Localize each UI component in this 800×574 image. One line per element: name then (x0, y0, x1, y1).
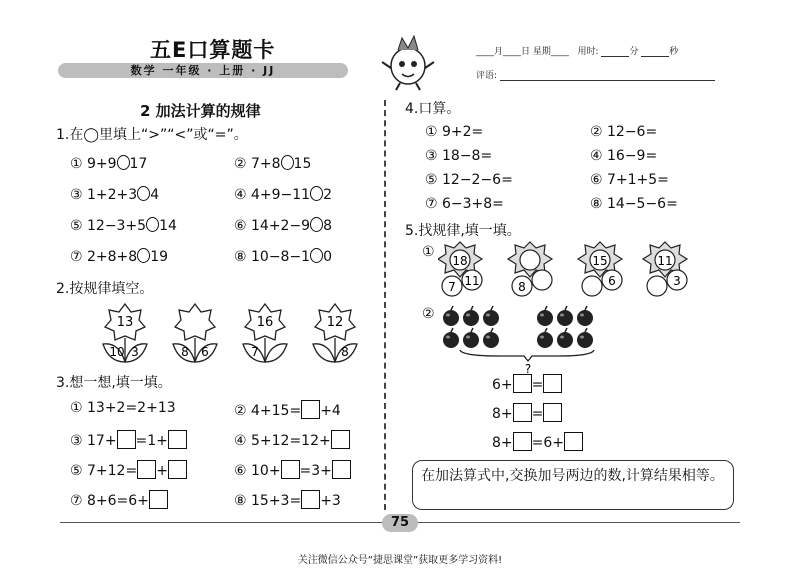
time-label: 用时: (577, 47, 599, 57)
q5-flower-row (438, 240, 708, 300)
q1-item-4: ④ 4+9−11 2 (234, 187, 333, 203)
q4-item-1: ① 9+2= (425, 124, 484, 140)
brand-title: 五E口算题卡 (150, 38, 276, 62)
q3-item-6: ⑥ 10+ =3+ (234, 460, 351, 479)
q3-item-8: ⑧ 15+3= +3 (234, 490, 341, 509)
seconds-field[interactable] (641, 47, 669, 57)
q5-eq-3: 8+ =6+ (492, 432, 583, 451)
q1-item-2: ② 7+8 15 (234, 156, 312, 172)
flower-4-top: 12 (326, 315, 344, 330)
q5-flower-1-b: 11 (464, 274, 480, 288)
answer-box[interactable] (332, 460, 351, 479)
section-title: 2 加法计算的规律 (140, 102, 261, 120)
brace-icon (460, 350, 594, 361)
q1-item-7: ⑦ 2+8+8 19 (70, 249, 169, 265)
minute-unit: 分 (629, 47, 639, 57)
answer-box[interactable] (149, 490, 168, 509)
flower-3 (243, 304, 287, 362)
q1-item-5: ⑤ 12−3+5 14 (70, 218, 177, 234)
q1-label: 1.在◯里填上“>”“<”或“=”。 (56, 127, 248, 143)
q5-flower-2 (508, 242, 552, 296)
subject-bar: 数学 一年级 · 上册 · JJ (58, 63, 348, 78)
q4-item-6: ⑥ 7+1+5= (590, 172, 669, 188)
answer-box[interactable] (137, 460, 156, 479)
flower-3-left: 7 (251, 345, 259, 359)
q5-flower-2-a: 8 (518, 280, 526, 294)
flower-2 (173, 304, 217, 362)
answer-box[interactable] (513, 432, 532, 451)
compare-circle[interactable] (310, 217, 323, 232)
q4-item-2: ② 12−6= (590, 124, 658, 140)
q3-label: 3.想一想,填一填。 (56, 375, 172, 391)
q5-flower-1-a: 7 (448, 280, 456, 294)
q5-flower-3 (578, 242, 622, 296)
compare-circle[interactable] (310, 186, 323, 201)
rule-note: 在加法算式中,交换加号两边的数,计算结果相等。 (412, 460, 734, 510)
answer-box[interactable] (168, 430, 187, 449)
q2-flowers (95, 300, 375, 364)
flower-2-right: 6 (201, 345, 209, 359)
flower-3-top: 16 (256, 315, 274, 330)
q3-item-5: ⑤ 7+12= + (70, 460, 187, 479)
comment-field[interactable] (500, 71, 715, 81)
apple-group (440, 304, 610, 374)
compare-circle[interactable] (146, 217, 159, 232)
compare-circle[interactable] (310, 248, 323, 263)
q1-item-3: ③ 1+2+3 4 (70, 187, 160, 203)
footer-text: 关注微信公众号“捷思课堂”获取更多学习资料! (297, 555, 503, 566)
q3-item-7: ⑦ 8+6=6+ (70, 490, 168, 509)
date-field[interactable]: ____月____日 星期____ (476, 47, 569, 57)
q5-eq-1: 6+ = (492, 374, 562, 393)
q5-flower-4 (643, 242, 687, 296)
q5-part2-mark: ② (422, 306, 435, 322)
question-mark: ? (524, 362, 532, 374)
minutes-field[interactable] (601, 47, 629, 57)
q3-item-2: ② 4+15= +4 (234, 400, 341, 419)
q5-flower-3-b: 6 (608, 274, 616, 288)
q4-item-7: ⑦ 6−3+8= (425, 196, 504, 212)
q5-eq-2: 8+ = (492, 403, 562, 422)
q5-flower-1-top: 18 (452, 254, 468, 268)
compare-circle[interactable] (117, 155, 130, 170)
answer-box[interactable] (543, 403, 562, 422)
answer-box[interactable] (168, 460, 187, 479)
answer-box[interactable] (513, 403, 532, 422)
comment-line (476, 68, 715, 81)
compare-circle[interactable] (281, 155, 294, 170)
q4-item-5: ⑤ 12−2−6= (425, 172, 513, 188)
flower-1-right: 3 (131, 345, 139, 359)
q5-flower-4-b: 3 (673, 274, 681, 288)
flower-2-left: 8 (181, 345, 189, 359)
q1-item-8: ⑧ 10−8−1 0 (234, 249, 333, 265)
q5-flower-4-top: 11 (657, 254, 673, 268)
column-divider (384, 100, 386, 510)
q1-item-6: ⑥ 14+2−9 8 (234, 218, 333, 234)
answer-box[interactable] (513, 374, 532, 393)
q5-flower-1 (438, 242, 482, 296)
flower-1 (103, 304, 147, 362)
flower-1-left: 10 (109, 345, 125, 359)
answer-box[interactable] (301, 400, 320, 419)
answer-box[interactable] (564, 432, 583, 451)
flower-4 (313, 304, 357, 362)
compare-circle[interactable] (137, 248, 150, 263)
q3-item-3: ③ 17+ =1+ (70, 430, 187, 449)
q4-label: 4.口算。 (405, 101, 461, 117)
answer-box[interactable] (331, 430, 350, 449)
apple-icon (537, 306, 593, 348)
flower-1-top: 13 (116, 315, 134, 330)
answer-box[interactable] (543, 374, 562, 393)
q5-label: 5.找规律,填一填。 (405, 223, 521, 239)
comment-label: 评语: (476, 71, 498, 81)
apple-icon (443, 306, 499, 348)
q1-item-1: ① 9+9 17 (70, 156, 148, 172)
answer-box[interactable] (281, 460, 300, 479)
answer-box[interactable] (117, 430, 136, 449)
q4-item-3: ③ 18−8= (425, 148, 493, 164)
q4-item-4: ④ 16−9= (590, 148, 658, 164)
answer-box[interactable] (301, 490, 320, 509)
mascot-icon (378, 30, 438, 92)
q4-item-8: ⑧ 14−5−6= (590, 196, 678, 212)
page-number: 75 (382, 514, 418, 532)
compare-circle[interactable] (137, 186, 150, 201)
q5-flower-3-top: 15 (592, 254, 608, 268)
q2-label: 2.按规律填空。 (56, 281, 154, 297)
q3-item-4: ④ 5+12=12+ (234, 430, 350, 449)
second-unit: 秒 (669, 47, 679, 57)
q3-item-1: ① 13+2=2+13 (70, 400, 176, 416)
date-time-line (476, 44, 678, 57)
q5-part1-mark: ① (422, 244, 435, 260)
flower-4-right: 8 (341, 345, 349, 359)
